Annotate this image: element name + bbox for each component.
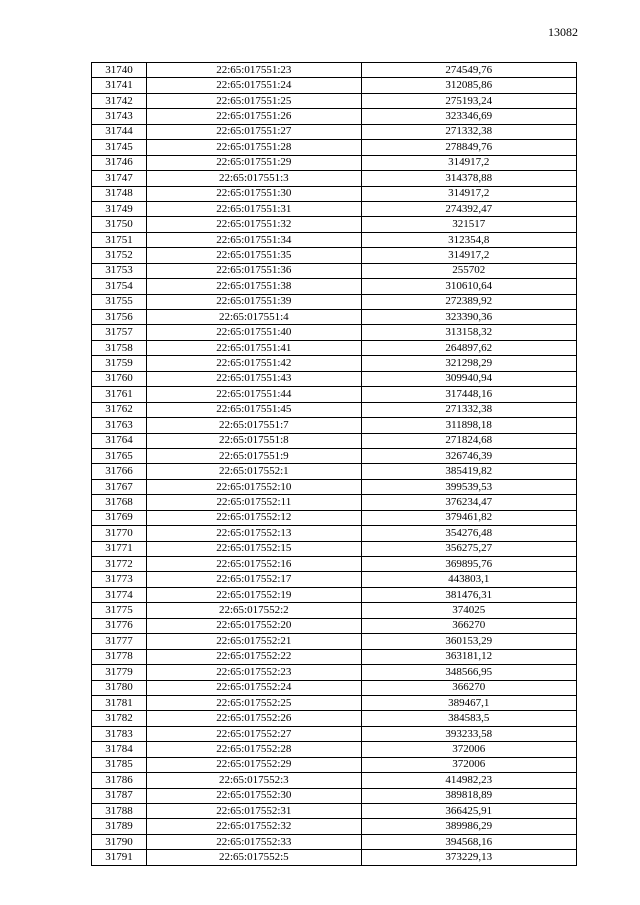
value-cell: 366270 — [361, 618, 576, 633]
row-number-cell: 31745 — [92, 140, 147, 155]
value-cell: 393233,58 — [361, 726, 576, 741]
cadastral-number-cell: 22:65:017552:23 — [147, 665, 361, 680]
table-row — [92, 726, 577, 741]
cadastral-number-cell: 22:65:017551:42 — [147, 356, 361, 371]
row-number-cell: 31747 — [92, 171, 147, 186]
row-number-cell: 31788 — [92, 804, 147, 819]
cadastral-number-cell: 22:65:017551:27 — [147, 124, 361, 139]
value-cell: 394568,16 — [361, 834, 576, 849]
value-cell: 312354,8 — [361, 232, 576, 247]
table-row — [92, 587, 577, 602]
row-number-cell: 31778 — [92, 649, 147, 664]
row-number-cell: 31774 — [92, 587, 147, 602]
value-cell: 311898,18 — [361, 418, 576, 433]
value-cell: 369895,76 — [361, 557, 576, 572]
row-number-cell: 31783 — [92, 726, 147, 741]
value-cell: 323346,69 — [361, 109, 576, 124]
table-row — [92, 310, 577, 325]
row-number-cell: 31740 — [92, 63, 147, 78]
cadastral-number-cell: 22:65:017551:45 — [147, 402, 361, 417]
value-cell: 317448,16 — [361, 387, 576, 402]
cadastral-number-cell: 22:65:017552:5 — [147, 850, 361, 865]
data-table — [91, 62, 577, 866]
value-cell: 264897,62 — [361, 340, 576, 355]
table-row — [92, 742, 577, 757]
table-row — [92, 433, 577, 448]
table-row — [92, 155, 577, 170]
row-number-cell: 31784 — [92, 742, 147, 757]
cadastral-number-cell: 22:65:017552:21 — [147, 634, 361, 649]
table-row — [92, 495, 577, 510]
table-row — [92, 773, 577, 788]
table-row — [92, 93, 577, 108]
row-number-cell: 31766 — [92, 464, 147, 479]
table-body — [92, 63, 577, 866]
row-number-cell: 31771 — [92, 541, 147, 556]
value-cell: 443803,1 — [361, 572, 576, 587]
table-row — [92, 788, 577, 803]
row-number-cell: 31743 — [92, 109, 147, 124]
value-cell: 399539,53 — [361, 479, 576, 494]
cadastral-number-cell: 22:65:017552:16 — [147, 557, 361, 572]
value-cell: 314917,2 — [361, 186, 576, 201]
table-row — [92, 263, 577, 278]
table-row — [92, 279, 577, 294]
row-number-cell: 31764 — [92, 433, 147, 448]
value-cell: 348566,95 — [361, 665, 576, 680]
cadastral-number-cell: 22:65:017552:3 — [147, 773, 361, 788]
table-row — [92, 248, 577, 263]
cadastral-number-cell: 22:65:017552:20 — [147, 618, 361, 633]
table-row — [92, 757, 577, 772]
table-row — [92, 634, 577, 649]
row-number-cell: 31748 — [92, 186, 147, 201]
table-row — [92, 665, 577, 680]
cadastral-number-cell: 22:65:017552:1 — [147, 464, 361, 479]
cadastral-number-cell: 22:65:017552:31 — [147, 804, 361, 819]
value-cell: 389467,1 — [361, 695, 576, 710]
value-cell: 374025 — [361, 603, 576, 618]
value-cell: 271332,38 — [361, 124, 576, 139]
row-number-cell: 31786 — [92, 773, 147, 788]
row-number-cell: 31781 — [92, 695, 147, 710]
table-row — [92, 402, 577, 417]
cadastral-number-cell: 22:65:017551:24 — [147, 78, 361, 93]
row-number-cell: 31767 — [92, 479, 147, 494]
value-cell: 354276,48 — [361, 526, 576, 541]
cadastral-number-cell: 22:65:017552:25 — [147, 695, 361, 710]
row-number-cell: 31742 — [92, 93, 147, 108]
value-cell: 314917,2 — [361, 248, 576, 263]
value-cell: 275193,24 — [361, 93, 576, 108]
value-cell: 373229,13 — [361, 850, 576, 865]
table-row — [92, 695, 577, 710]
value-cell: 381476,31 — [361, 587, 576, 602]
row-number-cell: 31769 — [92, 510, 147, 525]
cadastral-number-cell: 22:65:017551:44 — [147, 387, 361, 402]
value-cell: 360153,29 — [361, 634, 576, 649]
row-number-cell: 31758 — [92, 340, 147, 355]
cadastral-number-cell: 22:65:017552:13 — [147, 526, 361, 541]
table-row — [92, 526, 577, 541]
table-row — [92, 325, 577, 340]
cadastral-number-cell: 22:65:017551:35 — [147, 248, 361, 263]
cadastral-number-cell: 22:65:017551:8 — [147, 433, 361, 448]
row-number-cell: 31773 — [92, 572, 147, 587]
row-number-cell: 31741 — [92, 78, 147, 93]
table-row — [92, 572, 577, 587]
row-number-cell: 31782 — [92, 711, 147, 726]
cadastral-number-cell: 22:65:017551:30 — [147, 186, 361, 201]
table-row — [92, 850, 577, 865]
row-number-cell: 31789 — [92, 819, 147, 834]
row-number-cell: 31772 — [92, 557, 147, 572]
cadastral-number-cell: 22:65:017552:30 — [147, 788, 361, 803]
row-number-cell: 31759 — [92, 356, 147, 371]
row-number-cell: 31770 — [92, 526, 147, 541]
value-cell: 366270 — [361, 680, 576, 695]
table-row — [92, 711, 577, 726]
row-number-cell: 31761 — [92, 387, 147, 402]
cadastral-number-cell: 22:65:017552:10 — [147, 479, 361, 494]
table-row — [92, 464, 577, 479]
table-row — [92, 557, 577, 572]
row-number-cell: 31746 — [92, 155, 147, 170]
row-number-cell: 31780 — [92, 680, 147, 695]
value-cell: 255702 — [361, 263, 576, 278]
table-row — [92, 186, 577, 201]
value-cell: 321517 — [361, 217, 576, 232]
cadastral-number-cell: 22:65:017552:26 — [147, 711, 361, 726]
cadastral-number-cell: 22:65:017551:38 — [147, 279, 361, 294]
table-row — [92, 201, 577, 216]
table-row — [92, 140, 577, 155]
cadastral-number-cell: 22:65:017551:34 — [147, 232, 361, 247]
cadastral-number-cell: 22:65:017551:29 — [147, 155, 361, 170]
cadastral-number-cell: 22:65:017551:32 — [147, 217, 361, 232]
table-row — [92, 294, 577, 309]
cadastral-number-cell: 22:65:017552:2 — [147, 603, 361, 618]
table-row — [92, 834, 577, 849]
table-row — [92, 109, 577, 124]
cadastral-number-cell: 22:65:017551:39 — [147, 294, 361, 309]
value-cell: 312085,86 — [361, 78, 576, 93]
table-row — [92, 649, 577, 664]
cadastral-number-cell: 22:65:017551:7 — [147, 418, 361, 433]
row-number-cell: 31790 — [92, 834, 147, 849]
row-number-cell: 31756 — [92, 310, 147, 325]
row-number-cell: 31779 — [92, 665, 147, 680]
value-cell: 372006 — [361, 742, 576, 757]
value-cell: 376234,47 — [361, 495, 576, 510]
row-number-cell: 31754 — [92, 279, 147, 294]
cadastral-number-cell: 22:65:017552:28 — [147, 742, 361, 757]
row-number-cell: 31787 — [92, 788, 147, 803]
value-cell: 363181,12 — [361, 649, 576, 664]
cadastral-number-cell: 22:65:017551:9 — [147, 448, 361, 463]
value-cell: 274549,76 — [361, 63, 576, 78]
table-row — [92, 371, 577, 386]
cadastral-number-cell: 22:65:017552:29 — [147, 757, 361, 772]
value-cell: 278849,76 — [361, 140, 576, 155]
row-number-cell: 31755 — [92, 294, 147, 309]
table-row — [92, 171, 577, 186]
value-cell: 272389,92 — [361, 294, 576, 309]
value-cell: 326746,39 — [361, 448, 576, 463]
row-number-cell: 31785 — [92, 757, 147, 772]
value-cell: 321298,29 — [361, 356, 576, 371]
cadastral-number-cell: 22:65:017551:25 — [147, 93, 361, 108]
value-cell: 271824,68 — [361, 433, 576, 448]
row-number-cell: 31777 — [92, 634, 147, 649]
cadastral-number-cell: 22:65:017552:27 — [147, 726, 361, 741]
table-row — [92, 448, 577, 463]
cadastral-number-cell: 22:65:017552:24 — [147, 680, 361, 695]
row-number-cell: 31760 — [92, 371, 147, 386]
cadastral-number-cell: 22:65:017551:31 — [147, 201, 361, 216]
table-row — [92, 340, 577, 355]
value-cell: 414982,23 — [361, 773, 576, 788]
row-number-cell: 31752 — [92, 248, 147, 263]
row-number-cell: 31763 — [92, 418, 147, 433]
cadastral-number-cell: 22:65:017552:22 — [147, 649, 361, 664]
table-row — [92, 356, 577, 371]
cadastral-number-cell: 22:65:017551:4 — [147, 310, 361, 325]
table-row — [92, 124, 577, 139]
row-number-cell: 31765 — [92, 448, 147, 463]
row-number-cell: 31749 — [92, 201, 147, 216]
table-row — [92, 63, 577, 78]
row-number-cell: 31757 — [92, 325, 147, 340]
table-row — [92, 618, 577, 633]
table-row — [92, 387, 577, 402]
table-row — [92, 418, 577, 433]
value-cell: 271332,38 — [361, 402, 576, 417]
cadastral-number-cell: 22:65:017551:28 — [147, 140, 361, 155]
page-number: 13082 — [548, 25, 578, 39]
value-cell: 372006 — [361, 757, 576, 772]
value-cell: 310610,64 — [361, 279, 576, 294]
cadastral-number-cell: 22:65:017551:23 — [147, 63, 361, 78]
cadastral-number-cell: 22:65:017552:33 — [147, 834, 361, 849]
cadastral-number-cell: 22:65:017552:32 — [147, 819, 361, 834]
row-number-cell: 31775 — [92, 603, 147, 618]
table-row — [92, 510, 577, 525]
cadastral-number-cell: 22:65:017551:40 — [147, 325, 361, 340]
row-number-cell: 31762 — [92, 402, 147, 417]
value-cell: 313158,32 — [361, 325, 576, 340]
value-cell: 379461,82 — [361, 510, 576, 525]
cadastral-number-cell: 22:65:017552:11 — [147, 495, 361, 510]
row-number-cell: 31791 — [92, 850, 147, 865]
table-row — [92, 819, 577, 834]
table-row — [92, 217, 577, 232]
value-cell: 356275,27 — [361, 541, 576, 556]
cadastral-number-cell: 22:65:017551:36 — [147, 263, 361, 278]
cadastral-number-cell: 22:65:017552:15 — [147, 541, 361, 556]
cadastral-number-cell: 22:65:017552:17 — [147, 572, 361, 587]
row-number-cell: 31744 — [92, 124, 147, 139]
value-cell: 314378,88 — [361, 171, 576, 186]
row-number-cell: 31768 — [92, 495, 147, 510]
table-row — [92, 541, 577, 556]
table-row — [92, 232, 577, 247]
row-number-cell: 31750 — [92, 217, 147, 232]
value-cell: 384583,5 — [361, 711, 576, 726]
table-row — [92, 680, 577, 695]
table-row — [92, 479, 577, 494]
table-row — [92, 804, 577, 819]
value-cell: 314917,2 — [361, 155, 576, 170]
table-row — [92, 78, 577, 93]
cadastral-number-cell: 22:65:017551:26 — [147, 109, 361, 124]
cadastral-number-cell: 22:65:017552:19 — [147, 587, 361, 602]
row-number-cell: 31776 — [92, 618, 147, 633]
table-row — [92, 603, 577, 618]
value-cell: 385419,82 — [361, 464, 576, 479]
value-cell: 323390,36 — [361, 310, 576, 325]
value-cell: 389986,29 — [361, 819, 576, 834]
cadastral-number-cell: 22:65:017552:12 — [147, 510, 361, 525]
cadastral-number-cell: 22:65:017551:43 — [147, 371, 361, 386]
value-cell: 309940,94 — [361, 371, 576, 386]
cadastral-number-cell: 22:65:017551:41 — [147, 340, 361, 355]
cadastral-number-cell: 22:65:017551:3 — [147, 171, 361, 186]
row-number-cell: 31751 — [92, 232, 147, 247]
value-cell: 389818,89 — [361, 788, 576, 803]
row-number-cell: 31753 — [92, 263, 147, 278]
value-cell: 274392,47 — [361, 201, 576, 216]
value-cell: 366425,91 — [361, 804, 576, 819]
